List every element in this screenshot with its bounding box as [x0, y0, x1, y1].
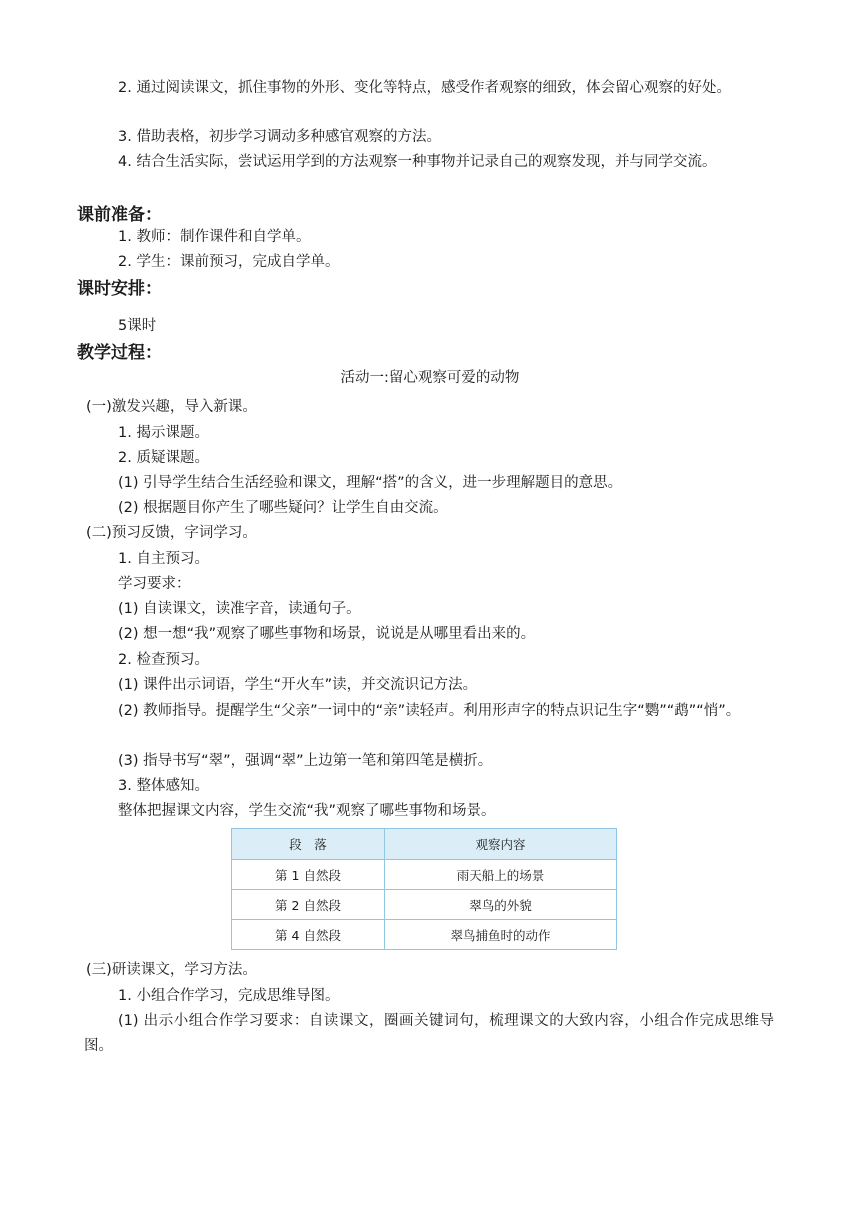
prep-item-2: 2. 学生：课前预习，完成自学单。	[118, 254, 340, 270]
sec2-item-5: 2. 检查预习。	[118, 652, 209, 668]
table-cell: 第 4 自然段	[232, 920, 385, 950]
goal-3: 3. 借助表格，初步学习调动多种感官观察的方法。	[118, 129, 441, 145]
sec1-item-1: 1. 揭示课题。	[118, 425, 209, 441]
table-header-paragraph: 段 落	[232, 829, 385, 860]
process-heading: 教学过程：	[77, 343, 162, 363]
sec2-item-1: 1. 自主预习。	[118, 551, 209, 567]
schedule-value: 5课时	[118, 318, 157, 334]
table-header-content: 观察内容	[385, 829, 617, 860]
sec1-item-3: (1) 引导学生结合生活经验和课文，理解“搭”的含义，进一步理解题目的意思。	[118, 475, 623, 491]
table-row	[232, 860, 617, 890]
section-1-heading: (一)激发兴趣，导入新课。	[86, 399, 257, 415]
sec2-item-3: (1) 自读课文，读准字音，读通句子。	[118, 601, 361, 617]
sec2-item-4: (2) 想一想“我”观察了哪些事物和场景，说说是从哪里看出来的。	[118, 626, 536, 642]
sec3-item-2: (1) 出示小组合作学习要求：自读课文，圈画关键词句，梳理课文的大致内容，小组合作完成思维导图。	[84, 1013, 774, 1054]
table-header-row	[232, 829, 617, 860]
sec2-item-6: (1) 课件出示词语，学生“开火车”读，并交流识记方法。	[118, 677, 478, 693]
goal-4: 4. 结合生活实际，尝试运用学到的方法观察一种事物并记录自己的观察发现，并与同学交流。	[118, 154, 717, 170]
activity-title: 活动一:留心观察可爱的动物	[340, 370, 520, 386]
prep-heading: 课前准备：	[77, 205, 162, 225]
sec1-item-2: 2. 质疑课题。	[118, 450, 209, 466]
sec2-item-8: (3) 指导书写“翠”，强调“翠”上边第一笔和第四笔是横折。	[118, 753, 493, 769]
table-row	[232, 920, 617, 950]
schedule-heading: 课时安排：	[77, 279, 162, 299]
table-cell: 翠鸟捕鱼时的动作	[385, 920, 617, 950]
section-3-heading: (三)研读课文，学习方法。	[86, 962, 257, 978]
table-row	[232, 890, 617, 920]
sec2-item-10: 整体把握课文内容，学生交流“我”观察了哪些事物和场景。	[118, 803, 496, 819]
section-2-heading: (二)预习反馈，字词学习。	[86, 525, 257, 541]
sec2-item-9: 3. 整体感知。	[118, 778, 209, 794]
prep-item-1: 1. 教师：制作课件和自学单。	[118, 229, 311, 245]
sec2-item-7: (2) 教师指导。提醒学生“父亲”一词中的“亲”读轻声。利用形声字的特点识记生字“鹦”“鹉”“悄”。	[118, 703, 741, 719]
sec2-item-2: 学习要求：	[118, 576, 191, 592]
goal-2: 2. 通过阅读课文，抓住事物的外形、变化等特点，感受作者观察的细致，体会留心观察的好处。	[118, 80, 731, 96]
table-cell: 第 2 自然段	[232, 890, 385, 920]
table-cell: 雨天船上的场景	[385, 860, 617, 890]
observation-table	[231, 828, 617, 950]
sec3-item-1: 1. 小组合作学习，完成思维导图。	[118, 988, 340, 1004]
sec1-item-4: (2) 根据题目你产生了哪些疑问？让学生自由交流。	[118, 500, 448, 516]
table-cell: 第 1 自然段	[232, 860, 385, 890]
table-cell: 翠鸟的外貌	[385, 890, 617, 920]
